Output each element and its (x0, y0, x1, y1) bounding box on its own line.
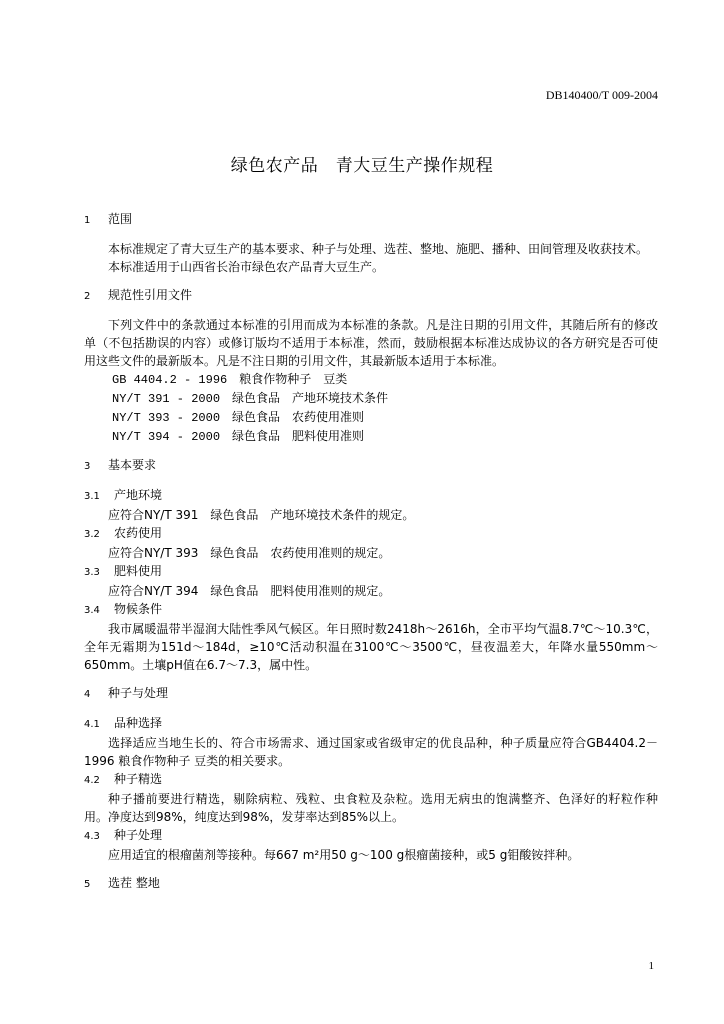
paragraph: 种子播前要进行精选，剔除病粒、残粒、虫食粒及杂粒。选用无病虫的饱满整齐、色泽好的籽粒作种用。净度达到98%，纯度达到98%，发芽率达到85%以上。 (84, 792, 658, 824)
subsection-heading (84, 770, 658, 790)
section-title: 范围 (108, 212, 133, 226)
subsection-title: 品种选择 (114, 716, 163, 730)
subsection-heading (84, 714, 658, 734)
subsection-number: 4.1 (84, 719, 100, 730)
section-number: 3 (84, 461, 91, 472)
section-number: 4 (84, 689, 91, 700)
section-title: 选茬 整地 (108, 876, 160, 890)
reference-title: 绿色食品 产地环境技术条件 (232, 391, 389, 405)
reference-item (112, 427, 658, 446)
reference-code: NY/T 394 - 2000 (112, 430, 221, 444)
reference-item (112, 370, 658, 389)
subsection-heading (84, 600, 658, 620)
subsection-title: 种子精选 (114, 772, 163, 786)
reference-code: NY/T 393 - 2000 (112, 411, 221, 425)
paragraph: 应符合NY/T 394 绿色食品 肥料使用准则的规定。 (108, 584, 391, 598)
section-number: 1 (84, 215, 91, 226)
reference-code: NY/T 391 - 2000 (112, 392, 221, 406)
section-heading (84, 210, 658, 230)
subsection-heading (84, 826, 658, 846)
section-heading (84, 874, 658, 894)
subsection-number: 3.1 (84, 491, 100, 502)
subsection-number: 3.3 (84, 567, 100, 578)
reference-title: 粮食作物种子 豆类 (239, 372, 348, 386)
reference-code: GB 4404.2 - 1996 (112, 373, 228, 387)
paragraph: 本标准适用于山西省长治市绿色农产品青大豆生产。 (108, 260, 385, 274)
section-heading (84, 456, 658, 476)
reference-title: 绿色食品 肥料使用准则 (232, 429, 365, 443)
reference-title: 绿色食品 农药使用准则 (232, 410, 365, 424)
section-number: 2 (84, 291, 91, 302)
paragraph: 应符合NY/T 391 绿色食品 产地环境技术条件的规定。 (108, 508, 415, 522)
subsection-heading (84, 486, 658, 506)
document-number: DB140400/T 009-2004 (545, 88, 658, 102)
reference-item (112, 389, 658, 408)
subsection-heading (84, 562, 658, 582)
subsection-number: 3.4 (84, 605, 100, 616)
subsection-title: 种子处理 (114, 828, 163, 842)
subsection-title: 肥料使用 (114, 564, 163, 578)
subsection-number: 4.3 (84, 831, 100, 842)
paragraph: 下列文件中的条款通过本标准的引用而成为本标准的条款。凡是注日期的引用文件，其随后所有的修改单（不包括勘误的内容）或修订版均不适用于本标准，然而，鼓励根据本标准达成协议的各方研究是否可使用这些文件的最新版本。凡是不注日期的引用文件，其最新版本适用于本标准。 (84, 318, 658, 368)
subsection-title: 农药使用 (114, 526, 163, 540)
section-heading (84, 286, 658, 306)
document-title: 绿色农产品 青大豆生产操作规程 (230, 156, 494, 176)
section-title: 种子与处理 (108, 686, 169, 700)
subsection-title: 物候条件 (114, 602, 163, 616)
subsection-title: 产地环境 (114, 488, 163, 502)
subsection-number: 3.2 (84, 529, 100, 540)
paragraph: 选择适应当地生长的、符合市场需求、通过国家或省级审定的优良品种，种子质量应符合GB4404.2－1996 粮食作物种子 豆类的相关要求。 (84, 736, 658, 768)
section-number: 5 (84, 879, 91, 890)
subsection-number: 4.2 (84, 775, 100, 786)
paragraph: 应符合NY/T 393 绿色食品 农药使用准则的规定。 (108, 546, 391, 560)
paragraph: 本标准规定了青大豆生产的基本要求、种子与处理、选茬、整地、施肥、播种、田间管理及收获技术。 (108, 242, 649, 256)
paragraph: 应用适宜的根瘤菌剂等接种。每667 m²用50 g～100 g根瘤菌接种，或5 g钼酸铵拌种。 (108, 848, 580, 862)
paragraph: 我市属暖温带半湿润大陆性季风气候区。年日照时数2418h～2616h，全市平均气温8.7℃～10.3℃，全年无霜期为151d～184d，≥10℃活动积温在3100℃～3500℃，昼夜温差大，年降水量550mm～650mm。土壤pH值在6.7～7.3，属中性。 (84, 622, 658, 672)
section-heading (84, 684, 658, 704)
page-number: 1 (648, 960, 654, 972)
document-body (84, 210, 658, 894)
section-title: 规范性引用文件 (108, 288, 193, 302)
reference-item (112, 408, 658, 427)
subsection-heading (84, 524, 658, 544)
section-title: 基本要求 (108, 458, 157, 472)
